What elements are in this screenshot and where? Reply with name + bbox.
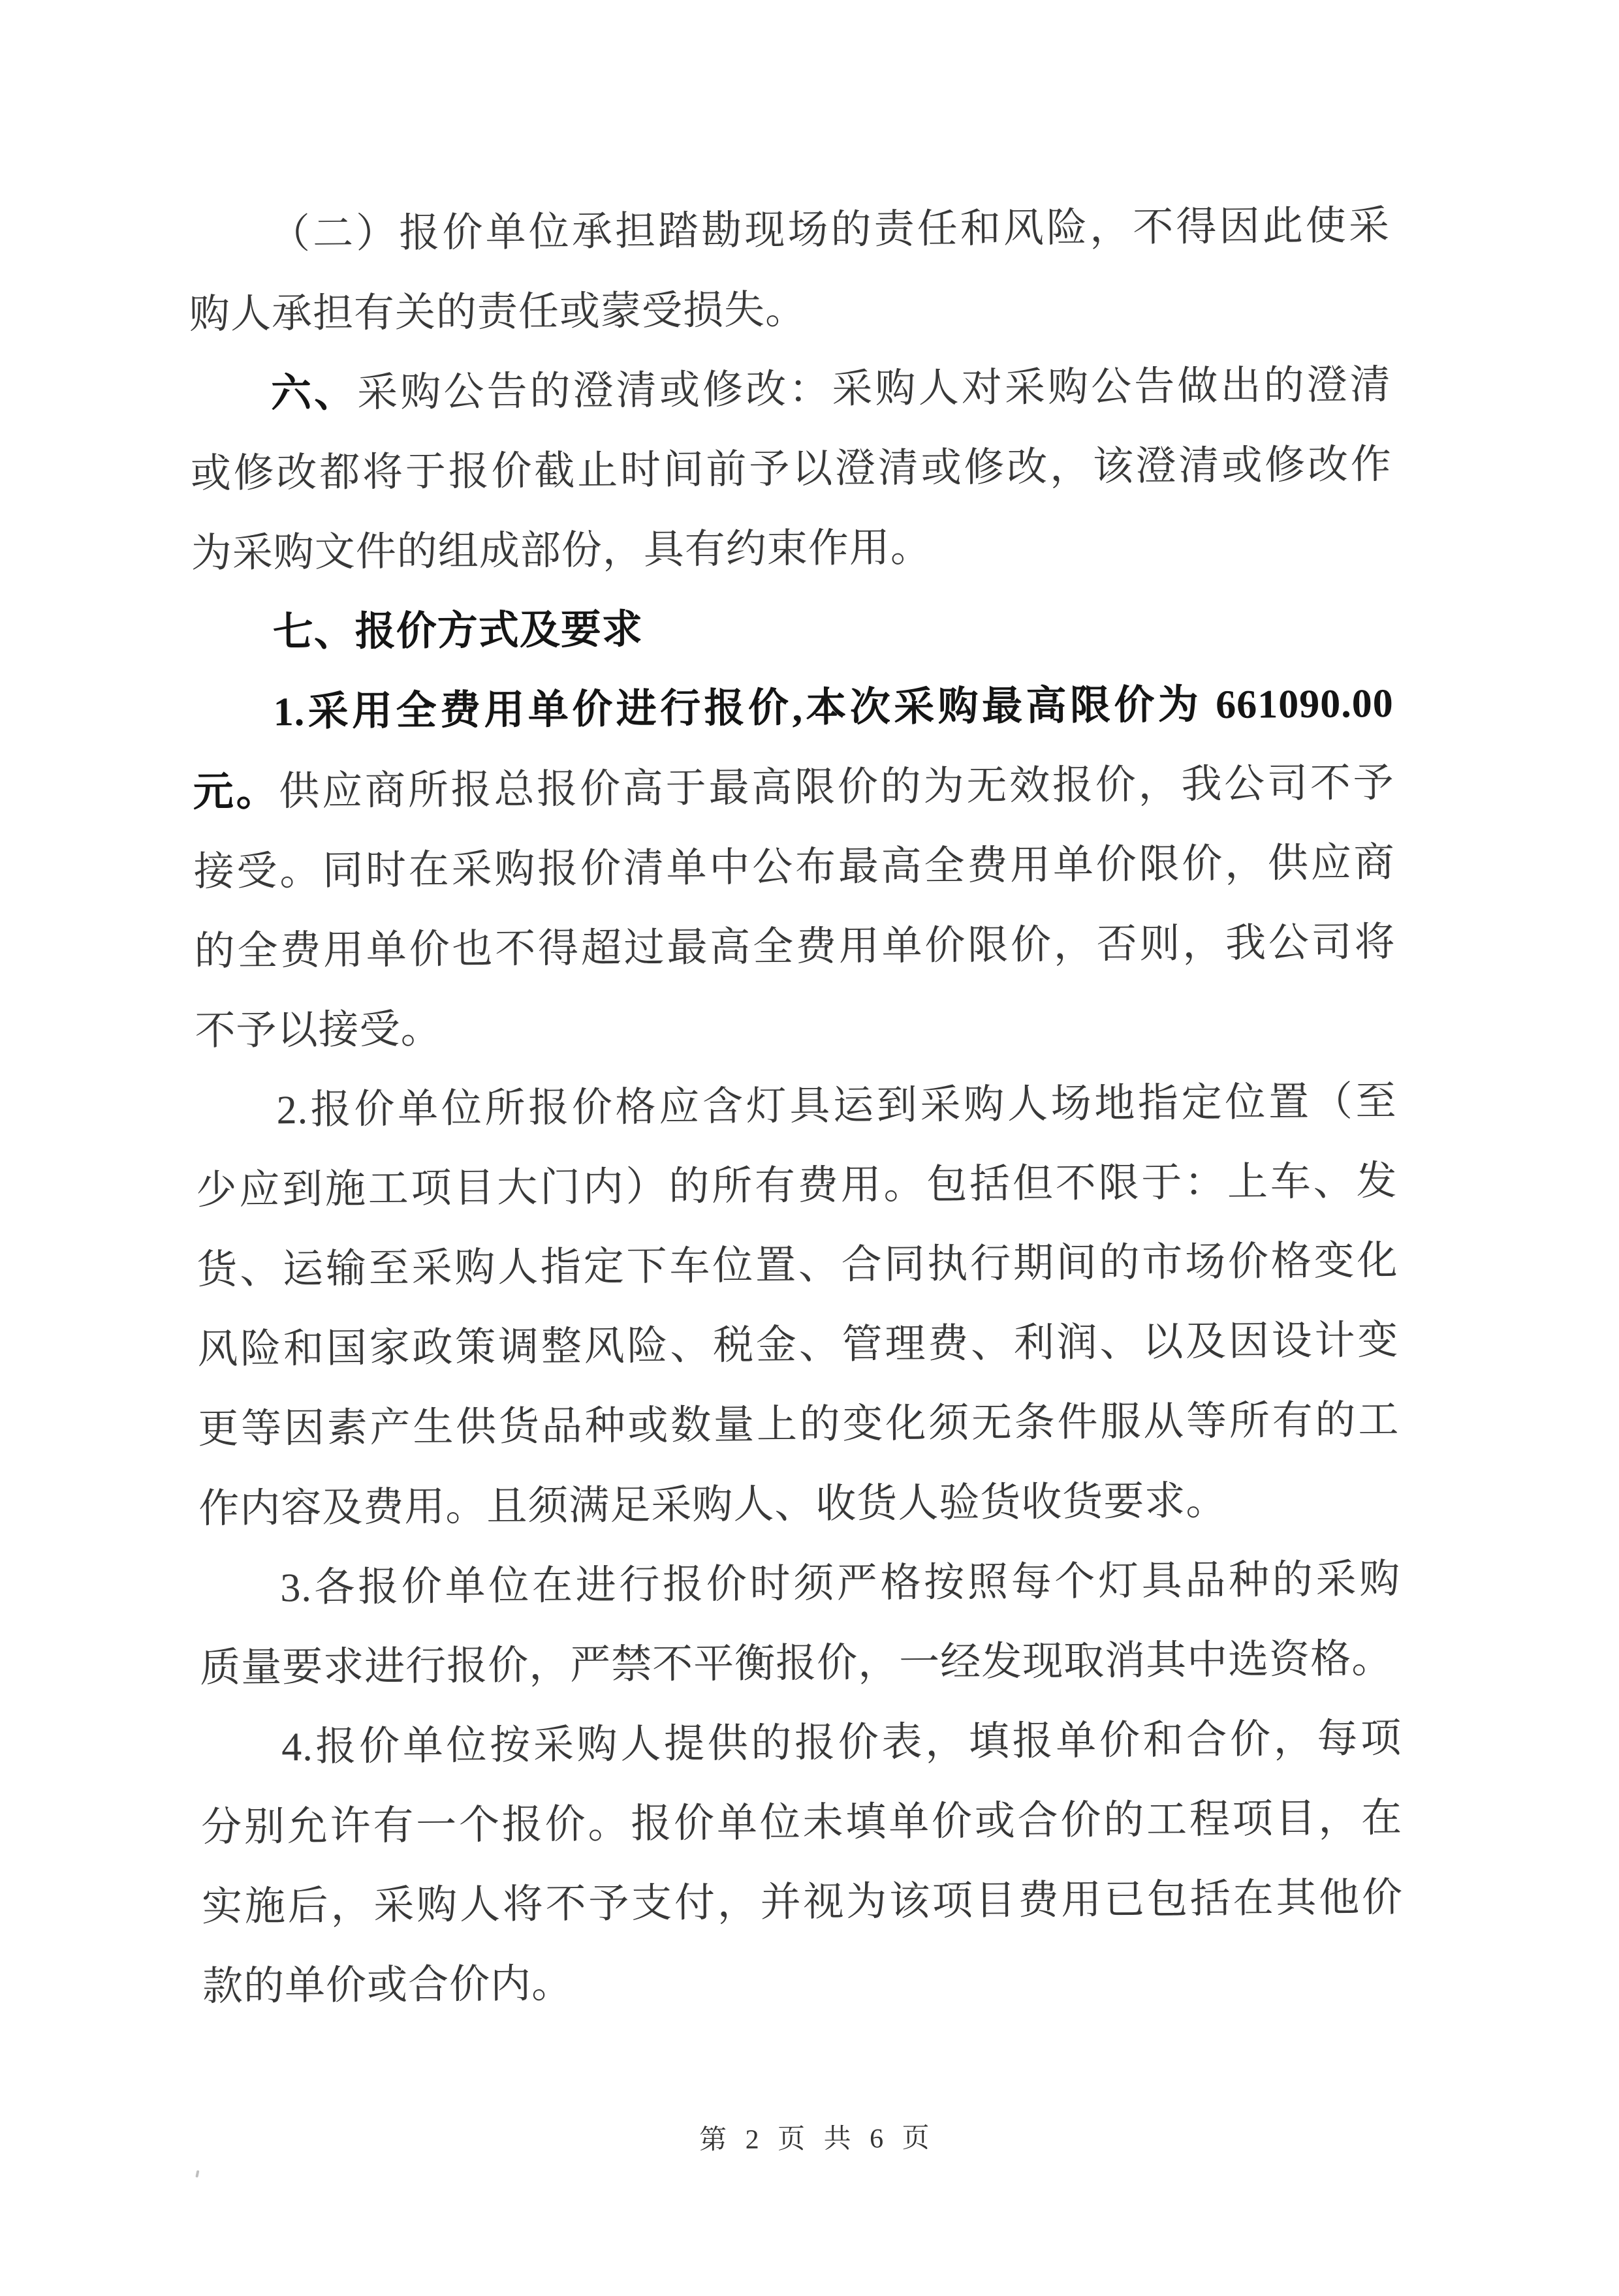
text-line bbox=[202, 1938, 1404, 2026]
text-segment: 的全费用单价也不得超过最高全费用单价限价，否则，我公司将 bbox=[194, 920, 1396, 974]
text-segment: 货、运输至采购人指定下车位置、合同执行期间的市场价格变化 bbox=[196, 1238, 1398, 1293]
text-segment: 少应到施工项目大门内）的所有费用。包括但不限于：上车、发 bbox=[196, 1158, 1398, 1213]
bold-text-segment: 元。 bbox=[193, 769, 279, 815]
text-line bbox=[199, 1540, 1401, 1628]
bold-text-segment: 六、 bbox=[270, 371, 358, 416]
bold-text-segment: 七、报价方式及要求 bbox=[272, 607, 644, 655]
text-line bbox=[189, 186, 1391, 275]
text-segment: （二）报价单位承担踏勘现场的责任和风险，不得因此使采 bbox=[269, 203, 1391, 257]
text-segment: 供应商所报总报价高于最高限价的为无效报价，我公司不予 bbox=[279, 760, 1394, 814]
text-line bbox=[193, 823, 1395, 912]
text-segment: 更等因素产生供货品种或数量上的变化须无条件服从等所有的工 bbox=[198, 1397, 1400, 1452]
text-segment: 购人承担有关的责任或蒙受损失。 bbox=[189, 288, 807, 337]
text-segment: 2.报价单位所报价格应含灯具运到采购人场地指定位置（至 bbox=[276, 1079, 1397, 1133]
text-segment: 实施后，采购人将不予支付，并视为该项目费用已包括在其他价 bbox=[201, 1875, 1404, 1930]
text-segment: 4.报价单位按采购人提供的报价表，填报单价和合价，每项 bbox=[281, 1716, 1402, 1770]
page-footer: 第 2 页 共 6 页 bbox=[699, 2123, 935, 2156]
bold-text-segment: 1.采用全费用单价进行报价,本次采购最高限价为 661090.00 bbox=[273, 681, 1394, 735]
text-line bbox=[192, 664, 1394, 752]
text-line bbox=[202, 1858, 1404, 1947]
text-line bbox=[198, 1460, 1400, 1549]
text-block bbox=[189, 186, 1404, 2026]
text-segment: 接受。同时在采购报价清单中公布最高全费用单价限价，供应商 bbox=[193, 840, 1395, 895]
text-line bbox=[190, 425, 1392, 514]
text-line bbox=[198, 1380, 1400, 1469]
text-line bbox=[193, 743, 1394, 832]
text-line bbox=[196, 1141, 1398, 1230]
text-line bbox=[197, 1301, 1399, 1389]
text-line bbox=[194, 903, 1396, 991]
text-line bbox=[195, 1062, 1397, 1151]
text-segment: 3.各报价单位在进行报价时须严格按照每个灯具品种的采购 bbox=[280, 1557, 1401, 1611]
text-line bbox=[191, 584, 1393, 673]
scan-noise-speck bbox=[195, 2170, 199, 2178]
text-line bbox=[200, 1619, 1402, 1708]
text-segment: 分别允许有一个报价。报价单位未填单价或合价的工程项目，在 bbox=[200, 1795, 1403, 1850]
text-line bbox=[191, 504, 1392, 593]
text-line bbox=[196, 1221, 1398, 1310]
text-line bbox=[200, 1699, 1402, 1788]
text-segment: 为采购文件的组成部份，具有约束作用。 bbox=[191, 525, 932, 576]
text-segment: 风险和国家政策调整风险、税金、管理费、利润、以及因设计变 bbox=[197, 1318, 1399, 1373]
text-segment: 采购公告的澄清或修改：采购人对采购公告做出的澄清 bbox=[356, 362, 1392, 416]
text-line bbox=[201, 1778, 1403, 1867]
text-line bbox=[189, 266, 1391, 354]
text-segment: 质量要求进行报价，严禁不平衡报价，一经发现取消其中选资格。 bbox=[200, 1637, 1393, 1691]
text-segment: 不予以接受。 bbox=[195, 1007, 442, 1054]
text-segment: 作内容及费用。且须满足采购人、收货人验货收货要求。 bbox=[198, 1478, 1227, 1532]
text-line bbox=[189, 345, 1391, 434]
text-line bbox=[195, 982, 1396, 1071]
text-segment: 或修改都将于报价截止时间前予以澄清或修改，该澄清或修改作 bbox=[190, 442, 1392, 497]
text-segment: 款的单价或合价内。 bbox=[202, 1961, 573, 2009]
